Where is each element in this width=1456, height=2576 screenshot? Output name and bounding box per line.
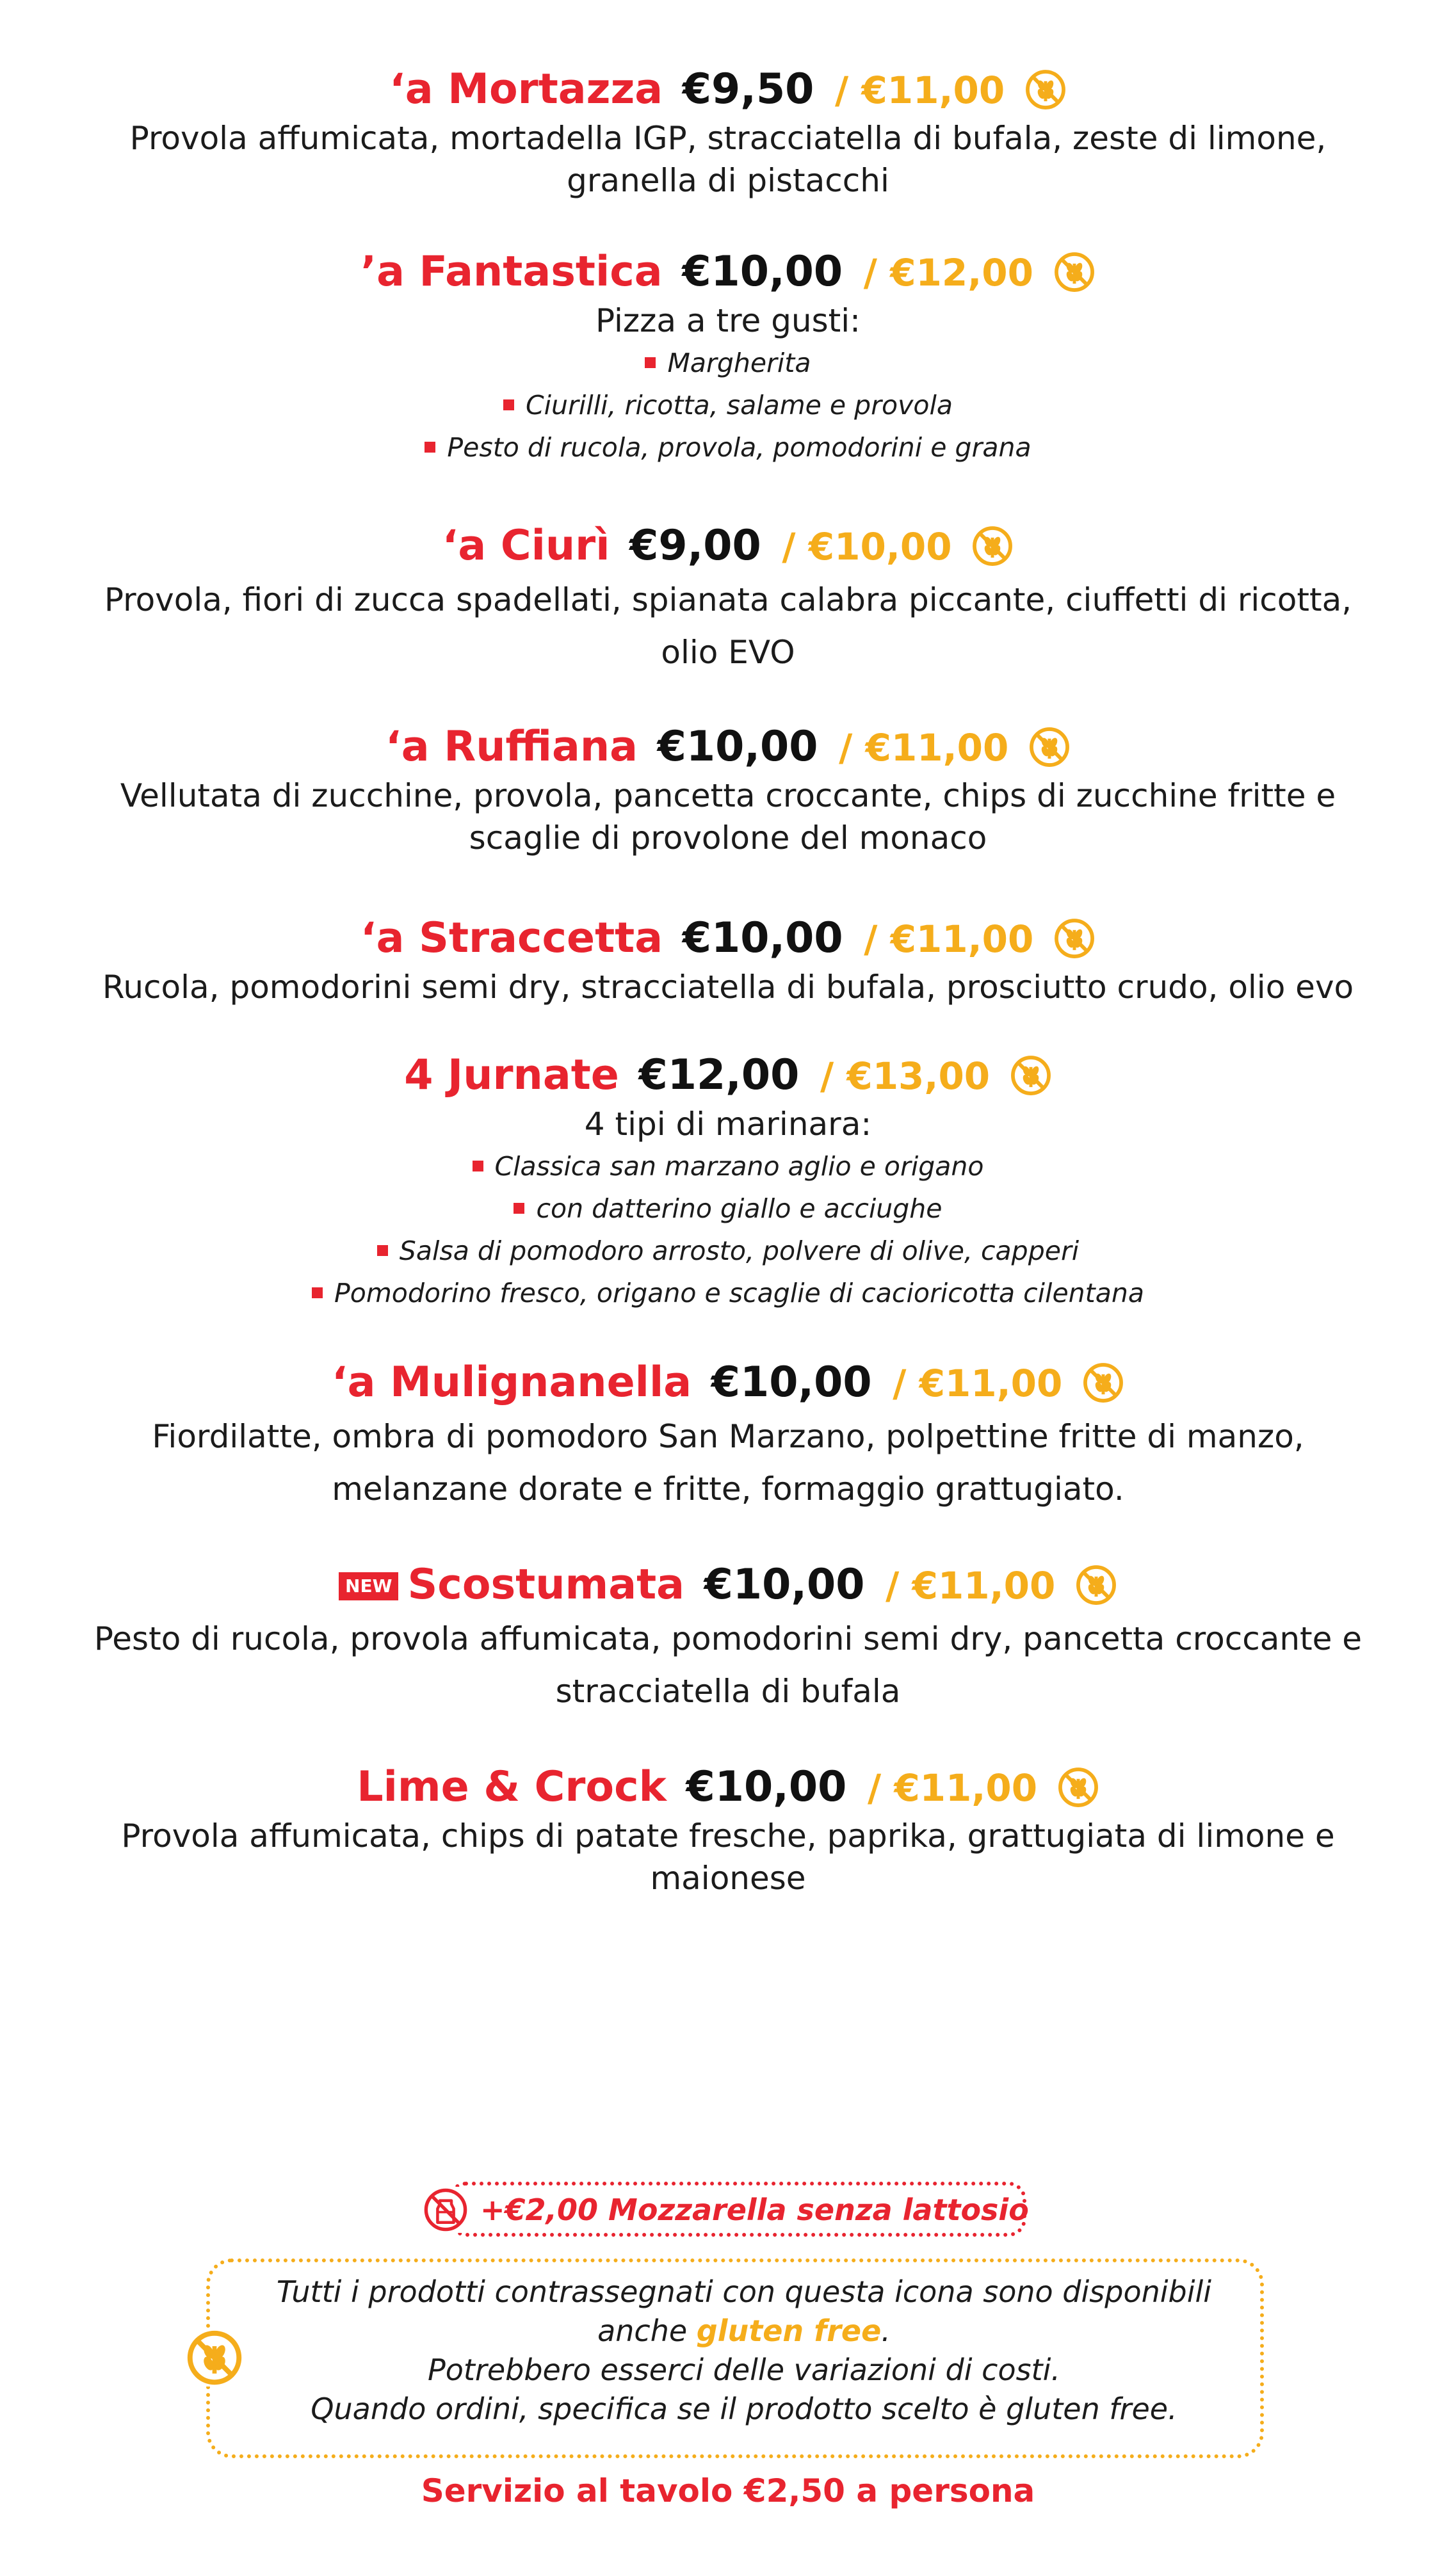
pizza-heading (0, 63, 1456, 117)
pizza-price: €10,00 (682, 248, 843, 296)
gluten-free-price: / €11,00 (893, 1362, 1063, 1405)
pizza-description: Provola, fiori di zucca spadellati, spianata calabra piccante, ciuffetti di ricotta, olio EVO (104, 581, 1352, 671)
pizza-item (0, 720, 1456, 859)
gluten-free-icon (1028, 726, 1071, 768)
pizza-name: ‘a Ciurì (442, 522, 610, 570)
pizza-description: Fiordilatte, ombra di pomodoro San Marzano, polpettine fritte di manzo, melanzane dorate e fritte, formaggio grattugiato. (152, 1418, 1304, 1508)
service-charge: Servizio al tavolo €2,50 a persona (421, 2472, 1035, 2509)
pizza-price: €10,00 (686, 1763, 847, 1811)
pizza-name: Scostumata (407, 1561, 685, 1609)
list-item-text: Pesto di rucola, provola, pomodorini e grana (447, 432, 1031, 463)
pizza-price: €10,00 (657, 723, 818, 771)
pizza-description: Rucola, pomodorini semi dry, stracciatella di bufala, prosciutto crudo, olio evo (102, 969, 1354, 1006)
pizza-item (0, 1356, 1456, 1515)
bullet-icon (473, 1161, 483, 1171)
pizza-price: €10,00 (704, 1561, 865, 1609)
gluten-free-icon (1075, 1564, 1117, 1606)
no-milk-icon (423, 2187, 469, 2233)
pizza-name: ‘a Mulignanella (331, 1358, 692, 1406)
pizza-price: €10,00 (711, 1358, 872, 1406)
pizza-name: ‘a Straccetta (360, 914, 663, 962)
pizza-description: Provola affumicata, chips di patate fresche, paprika, grattugiata di limone e maionese (121, 1817, 1335, 1897)
pizza-item (0, 1760, 1456, 1899)
pizza-item (0, 912, 1456, 1008)
pizza-item (0, 519, 1456, 679)
gluten-free-icon (1024, 68, 1067, 111)
pizza-item (0, 245, 1456, 469)
gluten-free-icon (1082, 1362, 1124, 1404)
new-badge: NEW (339, 1572, 398, 1600)
list-item-text: Classica san marzano aglio e origano (494, 1151, 984, 1182)
lactose-free-text: +€2,00 Mozzarella senza lattosio (480, 2193, 1029, 2227)
bullet-icon (645, 357, 656, 368)
gluten-free-highlight: gluten free (696, 2314, 882, 2348)
gluten-free-icon (1053, 917, 1096, 960)
list-item (0, 1230, 1456, 1272)
pizza-item (0, 1049, 1456, 1314)
list-item (0, 342, 1456, 384)
pizza-name: Lime & Crock (357, 1763, 667, 1811)
gluten-free-price: / €11,00 (867, 1766, 1038, 1810)
lactose-free-note (423, 2182, 1031, 2242)
pizza-name: ‘a Ruffiana (385, 723, 638, 771)
list-item-text: Margherita (667, 348, 811, 378)
pizza-heading (0, 912, 1456, 966)
list-item-text: Ciurilli, ricotta, salame e provola (526, 390, 953, 421)
list-item (0, 384, 1456, 426)
gluten-free-price: / €11,00 (864, 917, 1034, 961)
pizza-price: €9,00 (629, 522, 761, 570)
pizza-name: ’a Fantastica (360, 248, 663, 296)
gluten-free-icon (1053, 251, 1096, 293)
pizza-price: €12,00 (638, 1051, 800, 1099)
gluten-free-icon (1057, 1766, 1099, 1808)
pizza-name: 4 Jurnate (404, 1051, 619, 1099)
gluten-free-price: / €10,00 (782, 525, 952, 568)
gluten-free-icon (1010, 1054, 1052, 1097)
pizza-heading (0, 1760, 1456, 1815)
note-line: Tutti i prodotti contrassegnati con questa icona sono disponibili (276, 2274, 1212, 2309)
pizza-heading (0, 720, 1456, 775)
pizza-heading (0, 1356, 1456, 1410)
topping-list (0, 342, 1456, 469)
pizza-subtitle: 4 tipi di marinara: (584, 1106, 872, 1143)
pizza-heading (0, 1558, 1456, 1613)
list-item (0, 1272, 1456, 1314)
note-line: Potrebbero esserci delle variazioni di costi. (428, 2353, 1060, 2387)
gluten-free-icon (971, 525, 1014, 567)
gluten-free-price: / €11,00 (886, 1564, 1056, 1607)
pizza-price: €9,50 (682, 65, 814, 113)
pizza-description: Pesto di rucola, provola affumicata, pomodorini semi dry, pancetta croccante e stracciatella di bufala (93, 1620, 1363, 1710)
gluten-free-note (206, 2258, 1264, 2458)
bullet-icon (425, 442, 435, 453)
bullet-icon (312, 1287, 323, 1298)
list-item-text: Pomodorino fresco, origano e scaglie di cacioricotta cilentana (334, 1278, 1144, 1308)
note-text: . (881, 2314, 891, 2348)
gluten-free-note-text (245, 2273, 1243, 2429)
list-item (0, 426, 1456, 469)
pizza-name: ‘a Mortazza (389, 65, 663, 113)
pizza-subtitle: Pizza a tre gusti: (595, 302, 861, 339)
gluten-free-price: / €11,00 (839, 726, 1009, 769)
bullet-icon (503, 399, 514, 410)
topping-list (0, 1145, 1456, 1314)
list-item-text: Salsa di pomodoro arrosto, polvere di olive, capperi (399, 1236, 1080, 1266)
pizza-description: Provola affumicata, mortadella IGP, stracciatella di bufala, zeste di limone, granella di pistacchi (129, 120, 1327, 199)
gluten-free-icon (186, 2329, 243, 2387)
pizza-item (0, 63, 1456, 202)
list-item (0, 1187, 1456, 1230)
bullet-icon (514, 1203, 524, 1214)
note-line (245, 2312, 1243, 2351)
list-item (0, 1145, 1456, 1187)
gluten-free-price: / €11,00 (835, 68, 1005, 112)
pizza-heading (0, 519, 1456, 574)
pizza-heading (0, 1049, 1456, 1103)
note-line: Quando ordini, specifica se il prodotto scelto è gluten free. (311, 2392, 1177, 2426)
note-text: anche (597, 2314, 688, 2348)
bullet-icon (377, 1245, 388, 1256)
pizza-price: €10,00 (682, 914, 843, 962)
pizza-description: Vellutata di zucchine, provola, pancetta croccante, chips di zucchine fritte e scaglie di provolone del monaco (120, 777, 1336, 857)
pizza-item (0, 1558, 1456, 1718)
pizza-heading (0, 245, 1456, 300)
gluten-free-price: / €13,00 (820, 1054, 991, 1098)
gluten-free-price: / €12,00 (863, 251, 1033, 294)
list-item-text: con datterino giallo e acciughe (536, 1193, 942, 1224)
